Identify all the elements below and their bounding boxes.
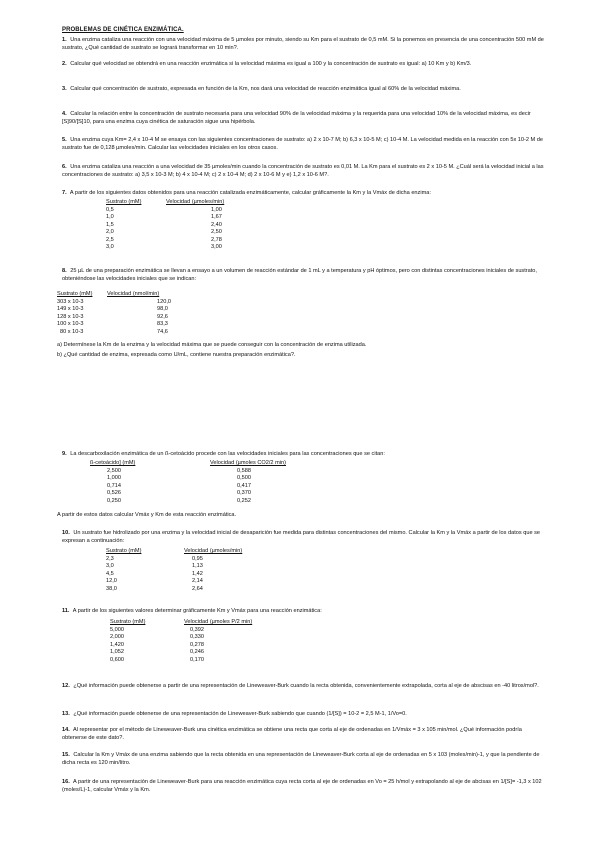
problem-number: 16. xyxy=(62,779,70,785)
cell: 1,13 xyxy=(192,563,203,570)
cell: 3,00 xyxy=(211,244,222,251)
cell: 303 x 10-3 xyxy=(57,298,84,305)
problem-number: 6. xyxy=(62,164,67,170)
cell: 0,278 xyxy=(190,641,204,648)
problem-text: A partir de los siguientes valores determinar gráficamente Km y Vmáx para una reacción enzimática: xyxy=(72,608,322,614)
cell: 2,000 xyxy=(110,634,124,641)
cell: 1,052 xyxy=(110,649,124,656)
problem-8-question-b: b) ¿Qué cantidad de enzima, expresada como U/mL, contiene nuestra preparación enzimática?. xyxy=(57,352,296,358)
problem-text: A partir de una representación de Lineweaver-Burk para una reacción enzimática cuya recta corta al eje de ordenadas en Vo = 25 h/mol y extrapolando al eje de abcisas en 1/[S]= -1,3 x 102 (moles/L)-1, calcular Vmáx y la Km. xyxy=(62,779,542,793)
table-row xyxy=(90,498,286,506)
column-header: Sustrato (mM) xyxy=(106,199,142,205)
table-row xyxy=(106,214,224,222)
problem-14 xyxy=(62,727,547,742)
problem-text: ¿Qué información puede obtenerse a partir de una representación de Lineweaver-Burk cuando la recta obtenida, convenientemente extrapolada, corta al eje de abscisas en -40 litros/mol?. xyxy=(73,683,539,689)
problem-text: Una enzima cataliza una reacción a una velocidad de 35 µmoles/min cuando la concentración de sustrato es 0,01 M. La Km para el sustrato es 2 x 10-5 M. ¿Cuál será la velocidad inicial a las concentraciones de sustrato: a) 3,5 x 10-3 M; b) 4 x 10-4 M; c) 2 x 10-4 M; d) 2 x 10-6 M y e) 1,2 x 10-6 M?. xyxy=(62,164,544,178)
cell: 0,392 xyxy=(190,626,204,633)
cell: 0,500 xyxy=(237,475,251,482)
problem-16 xyxy=(62,779,547,794)
problem-text: Calcular qué velocidad se obtendrá en una reacción enzimática si la velocidad máxima es igual a 100 y la concentración de sustrato es igual: a) 10 Km y b) Km/3. xyxy=(70,61,472,67)
cell: 100 x 10-3 xyxy=(57,321,84,328)
problem-text: Una enzima cataliza una reacción con una velocidad máxima de 5 µmoles por minuto, siendo su Km para el sustrato de 0,5 mM. Si la ponemos en presencia de una concentración 500 mM de sustrato, ¿Qué cantidad de sustrato se logrará transformar en 10 min?. xyxy=(62,37,544,51)
problem-1 xyxy=(62,37,547,52)
table-row xyxy=(57,321,171,329)
cell: 2,40 xyxy=(211,221,222,228)
column-header: Sustrato (mM) xyxy=(110,619,146,625)
problem-number: 14. xyxy=(62,727,70,733)
problem-11 xyxy=(62,608,547,616)
problem-text: La descarboxilación enzimática de un ß-cetoácido procede con las velocidades iniciales para las concentraciones que se citan: xyxy=(70,451,385,457)
column-header: Sustrato (mM) xyxy=(106,548,142,554)
problem-5 xyxy=(62,137,547,152)
cell: 0,95 xyxy=(192,555,203,562)
problem-number: 7. xyxy=(62,190,67,196)
column-header: Velocidad (µmoles/min) xyxy=(184,548,243,554)
table-row xyxy=(106,586,242,594)
cell: 2,3 xyxy=(106,555,114,562)
table-row xyxy=(90,468,286,476)
problem-10 xyxy=(62,530,547,545)
column-header: Sustrato (mM) xyxy=(57,291,93,297)
problem-7 xyxy=(62,190,547,198)
problem-number: 1. xyxy=(62,37,67,43)
table-row xyxy=(90,490,286,498)
problem-number: 8. xyxy=(62,268,67,274)
cell: 1,0 xyxy=(106,214,114,221)
column-header: Velocidad (µmoles CO2/2 min) xyxy=(210,460,286,466)
cell: 1,00 xyxy=(211,206,222,213)
problem-number: 10. xyxy=(62,530,70,536)
cell: 2,14 xyxy=(192,578,203,585)
problem-13 xyxy=(62,711,547,719)
cell: 92,6 xyxy=(157,313,168,320)
table-row xyxy=(106,229,224,237)
problem-3 xyxy=(62,86,547,94)
problem-text: ¿Qué información puede obtenerse de una representación de Lineweaver-Burk sabiendo que cuando (1/[S]) = 10-2 = 2,5 M-1, 1/Vo=0. xyxy=(73,711,407,717)
cell: 1,42 xyxy=(192,570,203,577)
problem-number: 2. xyxy=(62,61,67,67)
cell: 1,000 xyxy=(107,475,121,482)
problem-text: Calcular la Km y Vmáx de una enzima sabiendo que la recta obtenida en una representación de Lineweaver-Burk corta al eje de ordenadas en 5 x 103 (moles/min)-1, y que la pendiente de dicha recta es 120 min/litro. xyxy=(62,752,540,766)
data-table-9 xyxy=(90,460,286,505)
cell: 2,50 xyxy=(211,229,222,236)
table-row xyxy=(57,306,171,314)
cell: 0,417 xyxy=(237,482,251,489)
cell: 0,246 xyxy=(190,649,204,656)
cell: 80 x 10-3 xyxy=(60,328,84,335)
table-row xyxy=(106,563,242,571)
problem-text: Calcular la relación entre la concentración de sustrato necesaria para una velocidad 90% de la velocidad máxima y la requerida para una velocidad 10% de la velocidad máxima, es decir [S]90/[S]10, para una enzima cuya cinética de saturación sigue una hipérbola. xyxy=(62,111,531,125)
table-row xyxy=(90,483,286,491)
problem-text: 25 µL de una preparación enzimática se llevan a ensayo a un volumen de reacción estándar de 1 mL y a temperatura y pH óptimos, pero con distintas concentraciones iniciales de sustrato, obteniéndose las velocidades iniciales que se indican: xyxy=(62,268,537,282)
table-row xyxy=(106,571,242,579)
problem-9 xyxy=(62,451,547,459)
problem-number: 15. xyxy=(62,752,70,758)
table-row xyxy=(106,244,224,252)
table-row xyxy=(110,649,252,657)
cell: 0,250 xyxy=(107,497,121,504)
cell: 3,0 xyxy=(106,244,114,251)
data-table-8 xyxy=(57,291,171,336)
document-title: PROBLEMAS DE CINÉTICA ENZIMÁTICA. xyxy=(62,27,184,33)
problem-15 xyxy=(62,752,547,767)
table-row xyxy=(106,556,242,564)
cell: 1,67 xyxy=(211,214,222,221)
cell: 12,0 xyxy=(106,578,117,585)
cell: 0,5 xyxy=(106,206,114,213)
problem-4 xyxy=(62,111,547,126)
problem-text: Una enzima cuya Km= 2,4 x 10-4 M se ensaya con las siguientes concentraciones de sustrato: a) 2 x 10-7 M; b) 6,3 x 10-5 M; c) 10-4 M. La velocidad medida en la reacción con 5x 10-2 M de sustrato fue de 0,128 µmoles/min. Calcular las velocidades iniciales en los otros casos. xyxy=(62,137,543,151)
cell: 2,0 xyxy=(106,229,114,236)
cell: 0,588 xyxy=(237,467,251,474)
problem-text: Al representar por el método de Lineweaver-Burk una cinética enzimática se obtiene una recta que corta al eje de ordenadas en 1/Vmáx = 3 x 105 min/mol. ¿Qué información podría obtenerse de este dato?. xyxy=(62,727,522,741)
cell: 120,0 xyxy=(157,298,171,305)
cell: 83,3 xyxy=(157,321,168,328)
problem-8-question-a: a) Determínese la Km de la enzima y la velocidad máxima que se puede conseguir con la concentración de enzima utilizada. xyxy=(57,342,367,348)
table-row xyxy=(57,314,171,322)
table-row xyxy=(106,222,224,230)
cell: 1,5 xyxy=(106,221,114,228)
cell: 4,5 xyxy=(106,570,114,577)
table-row xyxy=(57,299,171,307)
data-table-11 xyxy=(110,619,252,664)
table-row xyxy=(110,634,252,642)
cell: 74,6 xyxy=(157,328,168,335)
cell: 1,420 xyxy=(110,641,124,648)
cell: 98,0 xyxy=(157,306,168,313)
problem-12 xyxy=(62,683,547,691)
cell: 2,78 xyxy=(211,236,222,243)
cell: 38,0 xyxy=(106,585,117,592)
problem-number: 3. xyxy=(62,86,67,92)
cell: 0,714 xyxy=(107,482,121,489)
table-row xyxy=(110,657,252,665)
column-header: ß-cetoácido] (mM) xyxy=(90,460,136,466)
problem-9-after: A partir de estos datos calcular Vmáx y Km de esta reacción enzimática. xyxy=(57,512,237,518)
cell: 2,500 xyxy=(107,467,121,474)
cell: 0,170 xyxy=(190,656,204,663)
cell: 5,000 xyxy=(110,626,124,633)
problem-8 xyxy=(62,268,547,283)
cell: 2,64 xyxy=(192,585,203,592)
cell: 128 x 10-3 xyxy=(57,313,84,320)
table-row xyxy=(106,237,224,245)
problem-text: A partir de los siguientes datos obtenidos para una reacción catalizada enzimáticamente, calcular gráficamente la Km y la Vmáx de dicha enzima: xyxy=(69,190,431,196)
cell: 0,526 xyxy=(107,490,121,497)
column-header: Velocidad (nmol/min) xyxy=(107,291,160,297)
column-header: Velocidad (µmoles P/2 min) xyxy=(184,619,253,625)
table-row xyxy=(106,207,224,215)
problem-number: 5. xyxy=(62,137,67,143)
problem-number: 13. xyxy=(62,711,70,717)
problem-text: Un sustrato fue hidrolizado por una enzima y la velocidad inicial de desaparición fue medida para distintas concentraciones del mismo. Calcular la Km y la Vmáx a partir de los datos que se expresan a continuación: xyxy=(62,530,541,544)
table-row xyxy=(106,578,242,586)
cell: 0,252 xyxy=(237,497,251,504)
cell: 0,370 xyxy=(237,490,251,497)
cell: 149 x 10-3 xyxy=(57,306,84,313)
cell: 2,5 xyxy=(106,236,114,243)
cell: 0,600 xyxy=(110,656,124,663)
problem-number: 9. xyxy=(62,451,67,457)
problem-text: Calcular qué concentración de sustrato, expresada en función de la Km, nos dará una velocidad de reacción enzimática igual al 60% de la velocidad máxima. xyxy=(70,86,461,92)
problem-number: 11. xyxy=(62,608,70,614)
problem-number: 12. xyxy=(62,683,70,689)
data-table-10 xyxy=(106,548,242,593)
table-row xyxy=(57,329,171,337)
table-row xyxy=(110,642,252,650)
cell: 3,0 xyxy=(106,563,114,570)
problem-number: 4. xyxy=(62,111,67,117)
table-row xyxy=(90,475,286,483)
table-row xyxy=(110,627,252,635)
column-header: Velocidad (µmoles/min) xyxy=(166,199,225,205)
data-table-7 xyxy=(106,199,224,252)
problem-2 xyxy=(62,61,547,69)
problem-6 xyxy=(62,164,547,179)
cell: 0,330 xyxy=(190,634,204,641)
